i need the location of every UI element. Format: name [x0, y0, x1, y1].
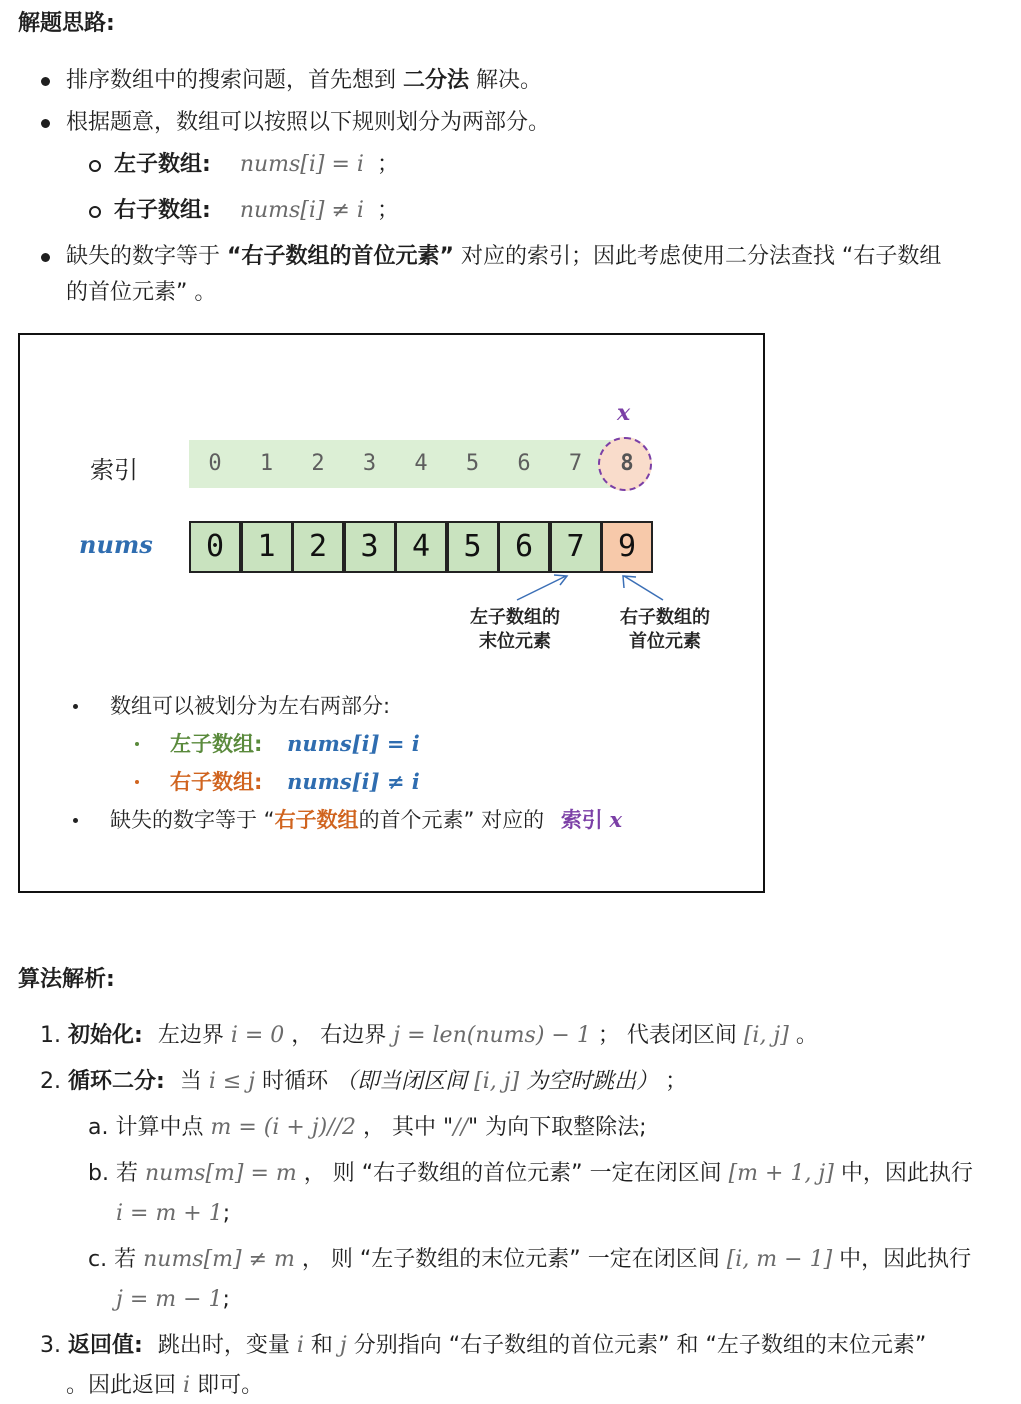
figure-sub-dot: [135, 742, 139, 746]
sub-bullet-right-end: ；: [376, 198, 399, 223]
nums-label: nums: [79, 530, 153, 559]
array-cell: 7: [550, 521, 602, 573]
bullet-1-text: 排序数组中的搜索问题，首先想到: [66, 68, 397, 93]
step-2-math-2: [i, j]: [474, 1069, 520, 1094]
figure-bullet-2-mid: 的首个元素” 对应的: [358, 808, 545, 832]
step-2-number: 2.: [40, 1069, 61, 1094]
step-2c-text-b: ， 则 “左子数组的末位元素” 一定在闭区间: [301, 1247, 720, 1272]
array-cell: 6: [498, 521, 550, 573]
step-2b-text-b: ， 则 “右子数组的首位元素” 一定在闭区间: [303, 1161, 722, 1186]
section-heading-algorithm: 算法解析:: [18, 967, 115, 992]
sub-bullet-ring: [89, 206, 101, 218]
bullet-3: [66, 239, 941, 275]
bullet-1: [66, 63, 542, 99]
sub-bullet-right-math: nums[i] ≠ i: [239, 198, 364, 223]
index-label: 6: [517, 451, 531, 476]
step-2b-text-c: 中，因此执行: [840, 1161, 973, 1186]
step-3: [40, 1328, 926, 1364]
step-3-line2-a: 。因此返回: [66, 1373, 177, 1398]
array-cell: 1: [241, 521, 293, 573]
index-label: 2: [311, 451, 325, 476]
step-3-title: 返回值:: [68, 1333, 143, 1358]
step-2c: [88, 1242, 971, 1278]
left-caption-line1: 左子数组的: [470, 607, 560, 628]
step-2a-number: a.: [88, 1115, 109, 1140]
step-3-line2: [66, 1368, 263, 1404]
step-2a-math-1: m = (i + j)//2: [210, 1115, 357, 1140]
section-heading-approach: 解题思路:: [18, 11, 115, 36]
sub-bullet-left: [114, 147, 399, 183]
sub-bullet-right: [114, 193, 399, 229]
figure-bullet-dot: [73, 704, 78, 709]
index-label: 5: [465, 451, 480, 476]
step-2a-text-c: " 为向下取整除法;: [467, 1115, 647, 1140]
step-2-text-c: ；: [665, 1069, 688, 1094]
step-3-math-3: i: [183, 1373, 191, 1398]
bullet-3-end: 对应的索引；因此考虑使用二分法查找 “右子数组: [460, 244, 942, 269]
step-2b: [88, 1156, 973, 1192]
left-caption: [455, 606, 575, 654]
step-2c-text-a: 若: [114, 1247, 137, 1272]
step-1: [40, 1018, 818, 1054]
x-marker-label: x: [617, 400, 631, 426]
step-1-math-3: [i, j]: [743, 1023, 789, 1048]
step-2a-text-a: 计算中点: [115, 1115, 204, 1140]
step-2c-math-3: j = m − 1: [116, 1287, 223, 1312]
step-2b-number: b.: [88, 1161, 109, 1186]
step-2c-text-d: ;: [222, 1287, 230, 1312]
right-caption-line1: 右子数组的: [620, 607, 710, 628]
right-caption-line2: 首位元素: [629, 631, 701, 652]
figure-bullet-1: 数组可以被划分为左右两部分:: [110, 694, 391, 718]
step-1-text-b: ， 右边界: [291, 1023, 387, 1048]
step-3-math-1: i: [296, 1333, 304, 1358]
array-cell: 9: [601, 521, 653, 573]
step-1-text-a: 左边界: [157, 1023, 224, 1048]
step-1-math-2: j = len(nums) − 1: [393, 1023, 591, 1048]
index-label: 7: [568, 451, 583, 476]
figure-bullet-dot: [73, 818, 78, 823]
step-3-line2-b: 即可。: [197, 1373, 264, 1398]
figure-bullet-2-orange: 右子数组: [274, 808, 359, 832]
figure-sub-right-label: 右子数组:: [170, 770, 263, 794]
step-2-text-b: 时循环: [262, 1069, 329, 1094]
step-2c-number: c.: [88, 1247, 108, 1272]
step-2b-math-1: nums[m] = m: [144, 1161, 297, 1186]
index-label: 3: [362, 451, 377, 476]
step-2c-line2: [116, 1282, 230, 1318]
figure-bullet-2: [110, 804, 622, 836]
index-label: 4: [414, 451, 428, 476]
bullet-2: 根据题意，数组可以按照以下规则划分为两部分。: [66, 110, 551, 135]
step-3-text-a: 跳出时，变量: [157, 1333, 290, 1358]
array-cell: 2: [292, 521, 344, 573]
step-2b-text-d: ;: [222, 1201, 231, 1226]
bullet-3-text: 缺失的数字等于: [66, 244, 221, 269]
bullet-1-end: 解决。: [476, 68, 543, 93]
figure-sub-dot: [135, 780, 139, 784]
step-3-math-2: j: [339, 1333, 347, 1358]
figure-sub-right: [170, 766, 420, 798]
figure-sub-left-math: nums[i] = i: [287, 731, 420, 756]
index-label: 1: [259, 451, 274, 476]
step-1-title: 初始化:: [68, 1023, 143, 1048]
step-2-italic-1: （即当闭区间: [335, 1069, 468, 1094]
figure-bullet-2-text: 缺失的数字等于 “: [110, 808, 275, 832]
step-3-text-b: 和: [310, 1333, 333, 1358]
step-2: [40, 1064, 687, 1100]
step-3-number: 3.: [40, 1333, 61, 1358]
step-2a-text-b: ， 其中 ": [363, 1115, 454, 1140]
step-2c-math-1: nums[m] ≠ m: [143, 1247, 295, 1272]
step-3-text-c: 分别指向 “右子数组的首位元素” 和 “左子数组的末位元素”: [353, 1333, 927, 1358]
step-2a-math-2: //: [453, 1115, 468, 1140]
step-2c-text-c: 中，因此执行: [839, 1247, 972, 1272]
bullet-1-bold: 二分法: [403, 68, 470, 93]
step-2b-text-a: 若: [115, 1161, 138, 1186]
array-cell: 3: [344, 521, 396, 573]
index-row-label: 索引: [90, 456, 138, 484]
sub-bullet-left-math: nums[i] = i: [239, 152, 364, 177]
step-2a: [88, 1110, 647, 1146]
sub-bullet-right-label: 右子数组:: [114, 198, 211, 223]
step-1-number: 1.: [40, 1023, 61, 1048]
left-caption-line2: 末位元素: [479, 631, 551, 652]
figure-bullet-2-index: 索引: [560, 808, 603, 832]
step-2b-math-3: i = m + 1: [116, 1201, 223, 1226]
step-1-text-c: ； 代表闭区间: [597, 1023, 737, 1048]
bullet-3-bold: “右子数组的首位元素”: [227, 244, 454, 269]
array-cell: 4: [395, 521, 447, 573]
step-1-math-1: i = 0: [230, 1023, 285, 1048]
step-2b-line2: [116, 1196, 230, 1232]
index-label: 8: [620, 451, 634, 476]
index-label: 0: [208, 451, 222, 476]
step-2c-math-2: [i, m − 1]: [726, 1247, 833, 1272]
step-1-text-d: 。: [795, 1023, 818, 1048]
bullet-3-line2: 的首位元素” 。: [66, 280, 217, 305]
step-2-math-1: i ≤ j: [208, 1069, 256, 1094]
right-caption: [605, 606, 725, 654]
sub-bullet-left-label: 左子数组:: [114, 152, 211, 177]
array-cell: 0: [189, 521, 241, 573]
step-2-text-a: 当: [179, 1069, 202, 1094]
step-2-title: 循环二分:: [68, 1069, 165, 1094]
array-cell: 5: [447, 521, 499, 573]
step-2-italic-2: 为空时跳出）: [526, 1069, 659, 1094]
figure-sub-left-label: 左子数组:: [170, 732, 263, 756]
bullet-dot: [41, 77, 50, 86]
figure-sub-right-math: nums[i] ≠ i: [287, 769, 420, 794]
bullet-dot: [41, 119, 50, 128]
figure-bullet-2-x: x: [609, 807, 623, 832]
figure-sub-left: [170, 728, 420, 760]
step-2b-math-2: [m + 1, j]: [728, 1161, 834, 1186]
sub-bullet-left-end: ；: [376, 152, 399, 177]
bullet-dot: [41, 253, 50, 262]
sub-bullet-ring: [89, 160, 101, 172]
